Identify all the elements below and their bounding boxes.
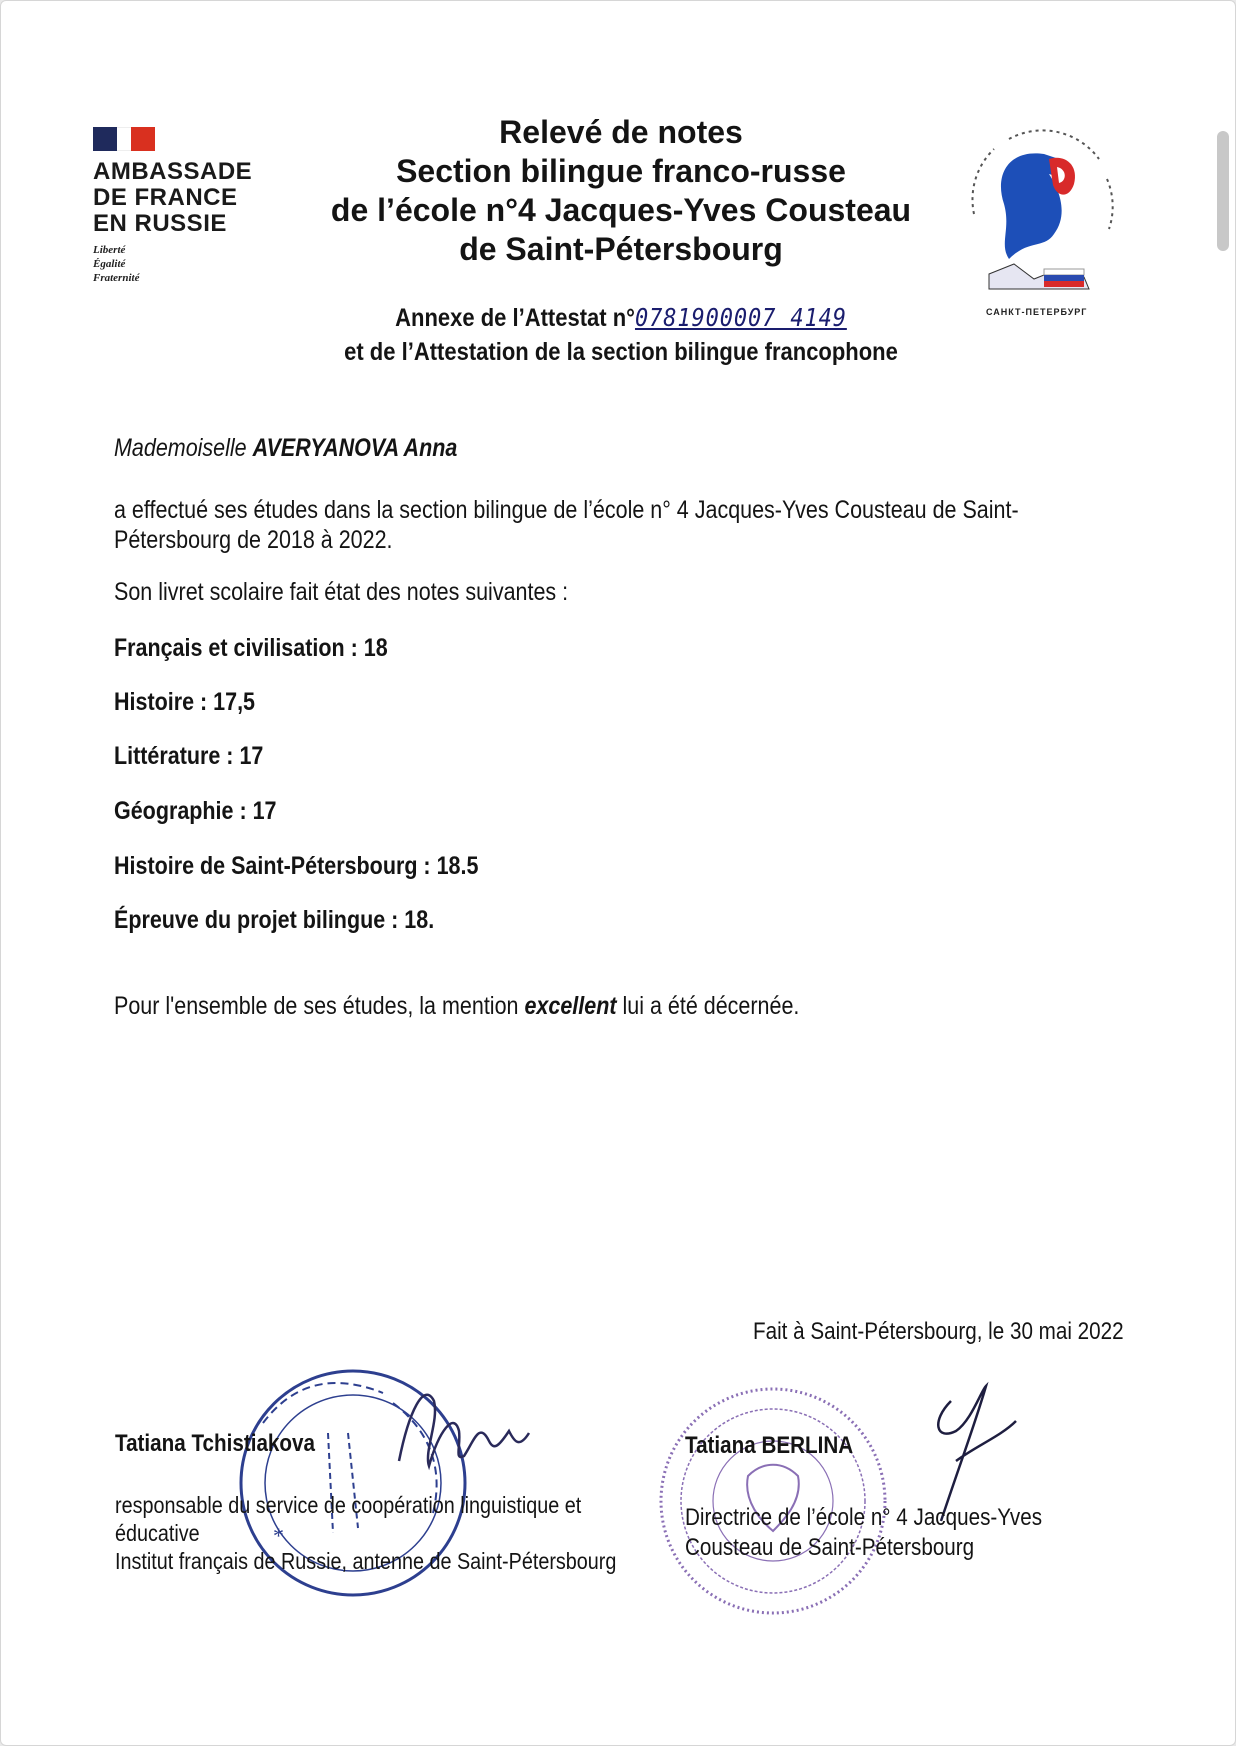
role-line: Institut français de Russie, antenne de Saint-Pétersbourg	[115, 1548, 617, 1574]
title-line: de l’école n°4 Jacques-Yves Cousteau	[330, 192, 912, 228]
mention-suffix: lui a été décernée.	[616, 992, 800, 1020]
role-line: responsable du service de coopération linguistique et	[115, 1492, 582, 1518]
place-date-text: Fait à Saint-Pétersbourg, le 30 mai 2022	[753, 1318, 1124, 1345]
grade-row: Histoire : 17,5	[114, 688, 256, 716]
student-salutation-line	[114, 433, 940, 463]
grade-subject: Histoire	[114, 688, 195, 716]
school-logo-icon	[949, 119, 1119, 324]
title-line: Relevé de notes	[499, 114, 743, 150]
grades-intro	[114, 577, 1074, 607]
annex-number: 0781900007 4149	[634, 303, 847, 332]
grade-value: 18.	[404, 906, 435, 934]
student-line	[114, 433, 1074, 463]
grade-subject: Histoire de Saint-Pétersbourg	[114, 852, 418, 880]
role-line: éducative	[115, 1520, 200, 1546]
school-logo-caption: САНКТ-ПЕТЕРБУРГ	[986, 307, 1088, 317]
mention-value: excellent	[524, 992, 617, 1020]
grade-value: 17	[252, 797, 277, 825]
grade-subject: Littérature	[114, 742, 221, 770]
annex-reference	[339, 301, 902, 369]
annex-line-1	[339, 301, 902, 335]
motto-line: Liberté	[93, 244, 126, 256]
intro-line: Pétersbourg de 2018 à 2022.	[114, 526, 393, 554]
grade-value: 17	[239, 742, 264, 770]
mention-paragraph	[114, 991, 1074, 1021]
title-line: de Saint-Pétersbourg	[459, 231, 783, 267]
motto-line: Fraternité	[93, 272, 140, 284]
grade-subject: Épreuve du projet bilingue	[114, 906, 386, 934]
embassy-line: EN RUSSIE	[93, 210, 227, 237]
left-signature-icon	[379, 1371, 559, 1481]
student-name: AVERYANOVA Anna	[252, 434, 458, 462]
scrollbar-thumb[interactable]	[1217, 131, 1229, 251]
grade-row: Français et civilisation : 18	[114, 634, 388, 662]
intro-paragraph	[114, 495, 1074, 555]
intro-line: a effectué ses études dans la section bilingue de l’école n° 4 Jacques-Yves Cousteau de Saint-	[114, 496, 1019, 524]
document-title	[301, 113, 941, 269]
left-signatory-role	[115, 1491, 616, 1575]
grade-row: Littérature : 17	[114, 742, 264, 770]
mention-prefix: Pour l'ensemble de ses études, la mention	[114, 992, 525, 1020]
role-line: Cousteau de Saint-Pétersbourg	[685, 1534, 975, 1561]
role-line: Directrice de l’école n° 4 Jacques-Yves	[685, 1504, 1043, 1531]
right-signatory-role	[685, 1503, 1042, 1563]
grade-row: Géographie : 17	[114, 797, 277, 825]
grade-row: Histoire de Saint-Pétersbourg : 18.5	[114, 852, 479, 880]
french-flag-icon	[93, 127, 155, 151]
republic-motto	[93, 243, 252, 285]
title-line: Section bilingue franco-russe	[396, 153, 846, 189]
right-signatory-name: Tatiana BERLINA	[685, 1432, 854, 1459]
grade-value: 17,5	[213, 688, 256, 716]
annex-prefix: Annexe de l’Attestat n°	[395, 304, 635, 332]
salutation: Mademoiselle	[114, 434, 247, 462]
svg-text:*: *	[273, 1523, 284, 1548]
embassy-line: AMBASSADE	[93, 158, 253, 185]
grade-value: 18	[363, 634, 388, 662]
annex-line-2: et de l’Attestation de la section bilingue francophone	[344, 338, 898, 366]
grade-row: Épreuve du projet bilingue : 18.	[114, 906, 435, 934]
embassy-logo	[93, 127, 252, 285]
left-signatory-name: Tatiana Tchistiakova	[115, 1430, 315, 1457]
grade-subject: Géographie	[114, 797, 234, 825]
embassy-line: DE FRANCE	[93, 184, 238, 211]
grade-subject: Français et civilisation	[114, 634, 345, 662]
motto-line: Égalité	[93, 258, 126, 270]
school-stamp-icon	[653, 1381, 893, 1621]
grade-value: 18.5	[436, 852, 479, 880]
place-date	[753, 1317, 1124, 1347]
grades-intro-text: Son livret scolaire fait état des notes suivantes :	[114, 578, 569, 606]
